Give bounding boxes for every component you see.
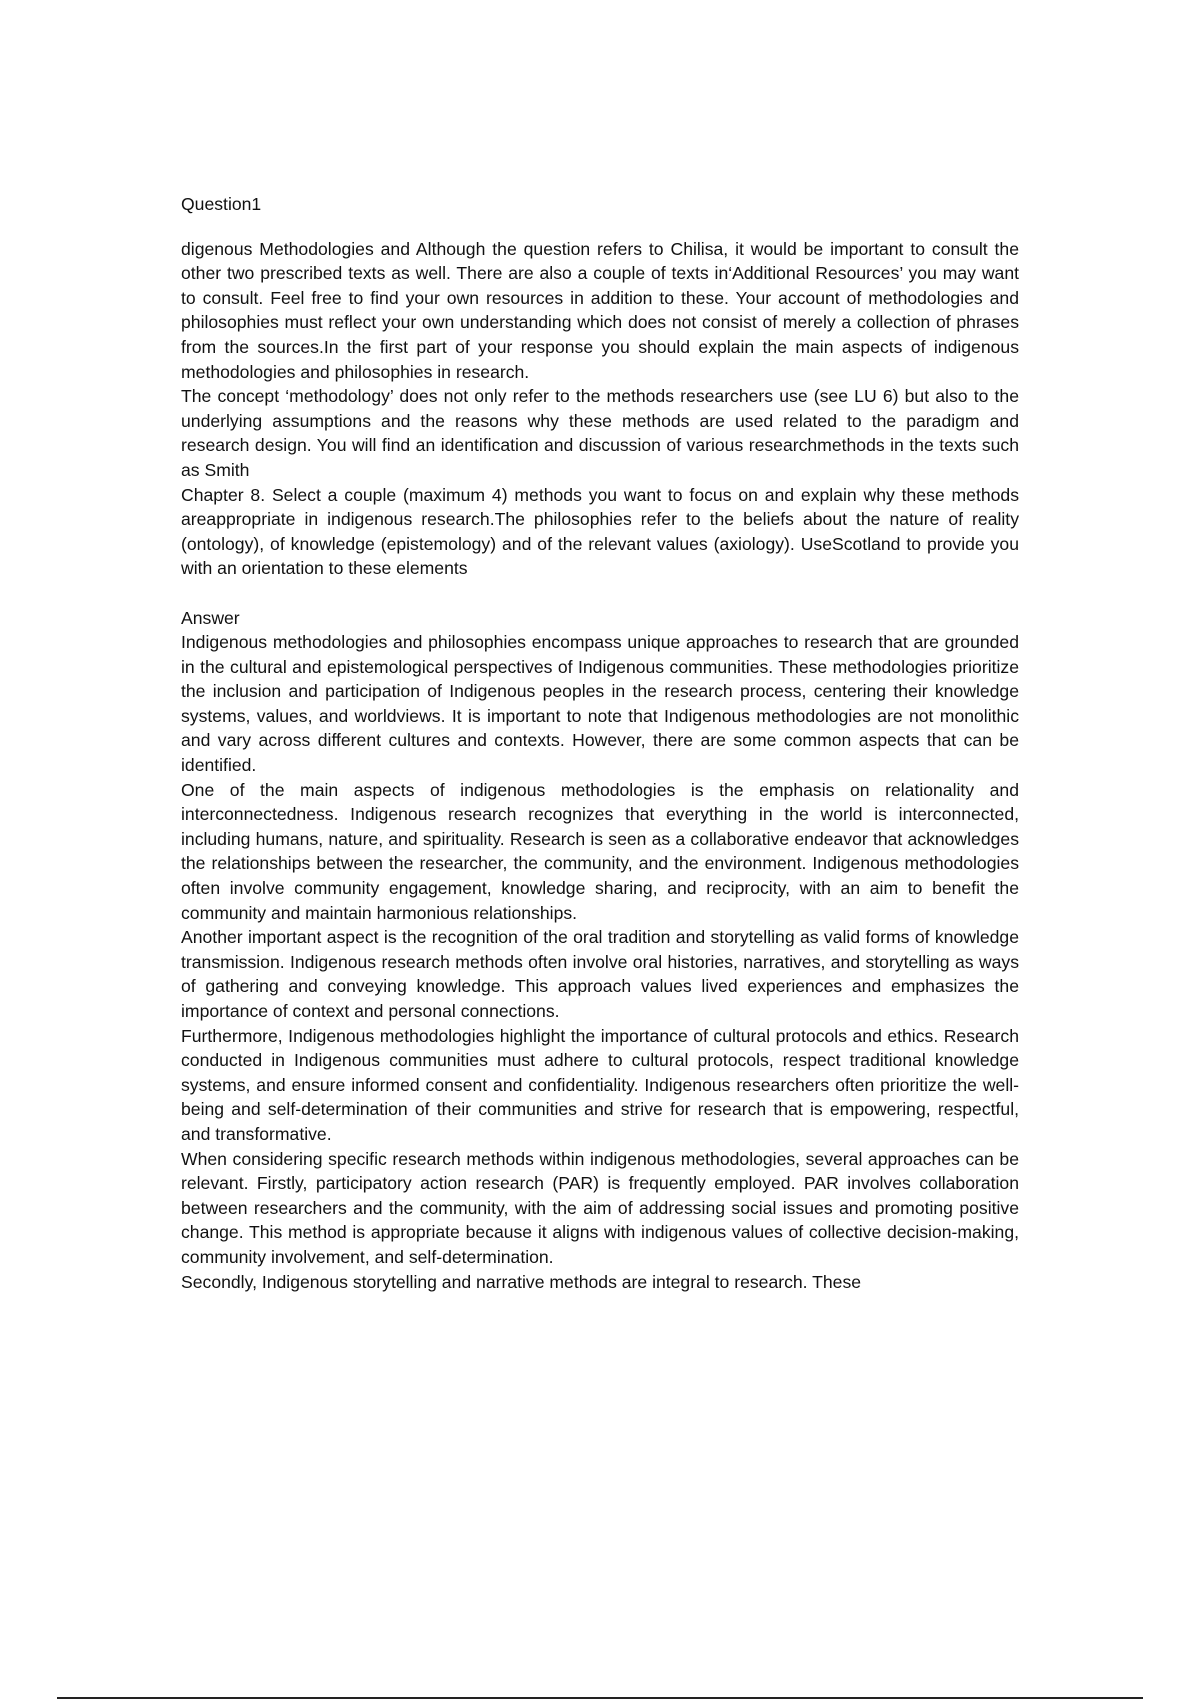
question-paragraph-2: The concept ‘methodology’ does not only refer to the methods researchers use (see LU 6) but also to the underlying assumptions and the reasons why these methods are used related to the paradigm and research design. You will find an identification and discussion of various researchmethods in the texts such as Smith — [181, 386, 1019, 480]
answer-paragraph-1: Indigenous methodologies and philosophies encompass unique approaches to research that are grounded in the cultural and epistemological perspectives of Indigenous communities. These methodologies prioritize the inclusion and participation of Indigenous peoples in the research process, centering their knowledge systems, values, and worldviews. It is important to note that Indigenous methodologies are not monolithic and vary across different cultures and contexts. However, there are some common aspects that can be identified. — [181, 632, 1019, 776]
document-page — [181, 192, 1019, 1294]
question-paragraph-1: digenous Methodologies and Although the question refers to Chilisa, it would be important to consult the other two prescribed texts as well. There are also a couple of texts in‘Additional Resources’ you may want to consult. Feel free to find your own resources in addition to these. Your account of methodologies and philosophies must reflect your own understanding which does not consist of merely a collection of phrases from the sources.In the first part of your response you should explain the main aspects of indigenous methodologies and philosophies in research. — [181, 238, 1019, 382]
answer-paragraph-4: Furthermore, Indigenous methodologies highlight the importance of cultural protocols and ethics. Research conducted in Indigenous communities must adhere to cultural protocols, respect traditional knowledge systems, and ensure informed consent and confidentiality. Indigenous researchers often prioritize the well-being and self-determination of their communities and strive for research that is empowering, respectful, and transformative. — [181, 1025, 1019, 1144]
question-heading: Question1 — [181, 194, 262, 214]
answer-paragraph-6: Secondly, Indigenous storytelling and narrative methods are integral to research. These — [181, 1271, 862, 1292]
answer-paragraph-5: When considering specific research methods within indigenous methodologies, several approaches can be relevant. Firstly, participatory action research (PAR) is frequently employed. PAR involves collaboration between researchers and the community, with the aim of addressing social issues and promoting positive change. This method is appropriate because it aligns with indigenous values of collective decision-making, community involvement, and self-determination. — [181, 1148, 1019, 1267]
question-paragraph-3: Chapter 8. Select a couple (maximum 4) methods you want to focus on and explain why these methods areappropriate in indigenous research.The philosophies refer to the beliefs about the nature of reality (ontology), of knowledge (epistemology) and of the relevant values (axiology). UseScotland to provide you with an orientation to these elements — [181, 484, 1019, 579]
answer-section — [181, 606, 1019, 1295]
answer-heading: Answer — [181, 607, 240, 628]
answer-paragraph-2: One of the main aspects of indigenous methodologies is the emphasis on relationality and interconnectedness. Indigenous research recognizes that everything in the world is interconnected, including humans, nature, and spirituality. Research is seen as a collaborative endeavor that acknowledges the relationships between the researcher, the community, and the environment. Indigenous methodologies often involve community engagement, knowledge sharing, and reciprocity, with an aim to benefit the community and maintain harmonious relationships. — [181, 779, 1019, 923]
page-bottom-rule — [57, 1697, 1143, 1699]
answer-paragraph-3: Another important aspect is the recognition of the oral tradition and storytelling as valid forms of knowledge transmission. Indigenous research methods often involve oral histories, narratives, and storytelling as ways of gathering and conveying knowledge. This approach values lived experiences and emphasizes the importance of context and personal connections. — [181, 927, 1019, 1021]
question-body — [181, 237, 1019, 581]
